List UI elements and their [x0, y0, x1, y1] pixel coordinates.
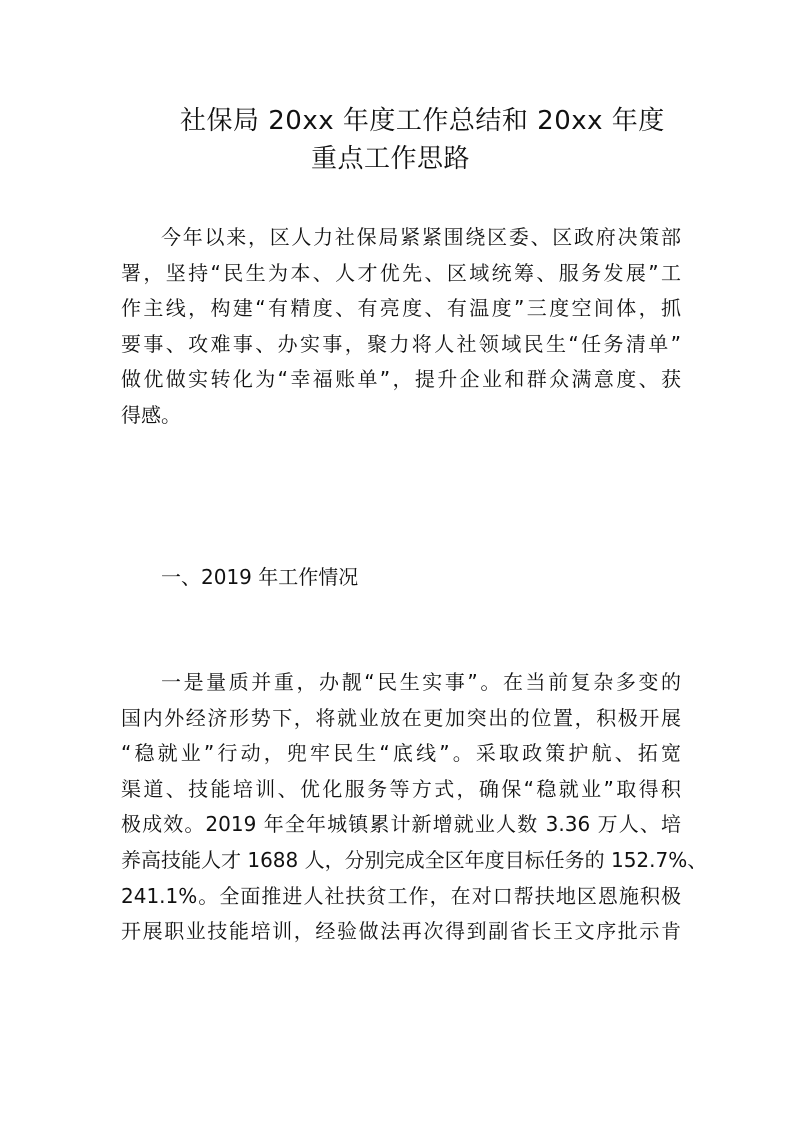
intro-line: 署，坚持“民生为本、人才优先、区域统筹、服务发展”工 — [121, 260, 681, 285]
intro-line: 今年以来，区人力社保局紧紧围绕区委、区政府决策部 — [161, 225, 681, 249]
section-line: 渠道、技能培训、优化服务等方式，确保“稳就业”取得积 — [121, 776, 681, 801]
section-line: 国内外经济形势下，将就业放在更加突出的位置，积极开展 — [121, 705, 681, 730]
intro-line: 作主线，构建“有精度、有亮度、有温度”三度空间体，抓 — [121, 296, 681, 321]
section-line: 开展职业技能培训，经验做法再次得到副省长王文序批示肯 — [121, 919, 681, 944]
intro-line: 要事、攻难事、办实事，聚力将人社领域民生“任务清单” — [121, 331, 681, 356]
section-heading: 一、2019 年工作情况 — [161, 565, 359, 589]
document-title-line-2: 重点工作思路 — [311, 144, 471, 174]
section-line: 极成效。2019 年全年城镇累计新增就业人数 3.36 万人、培 — [121, 812, 681, 837]
intro-line: 得感。 — [121, 402, 181, 427]
section-line: 一是量质并重，办靓“民生实事”。在当前复杂多变的 — [161, 670, 681, 694]
section-line: 养高技能人才 1688 人，分别完成全区年度目标任务的 152.7%、 — [121, 847, 708, 872]
intro-line: 做优做实转化为“幸福账单”，提升企业和群众满意度、获 — [121, 367, 681, 392]
intro-paragraph — [121, 220, 681, 434]
section-line: 241.1%。全面推进人社扶贫工作，在对口帮扶地区恩施积极 — [121, 883, 681, 908]
section-line: “稳就业”行动，兜牢民生“底线”。采取政策护航、拓宽 — [121, 741, 681, 766]
document-title-line-1: 社保局 20xx 年度工作总结和 20xx 年度 — [180, 106, 665, 136]
section-paragraph — [121, 665, 708, 950]
